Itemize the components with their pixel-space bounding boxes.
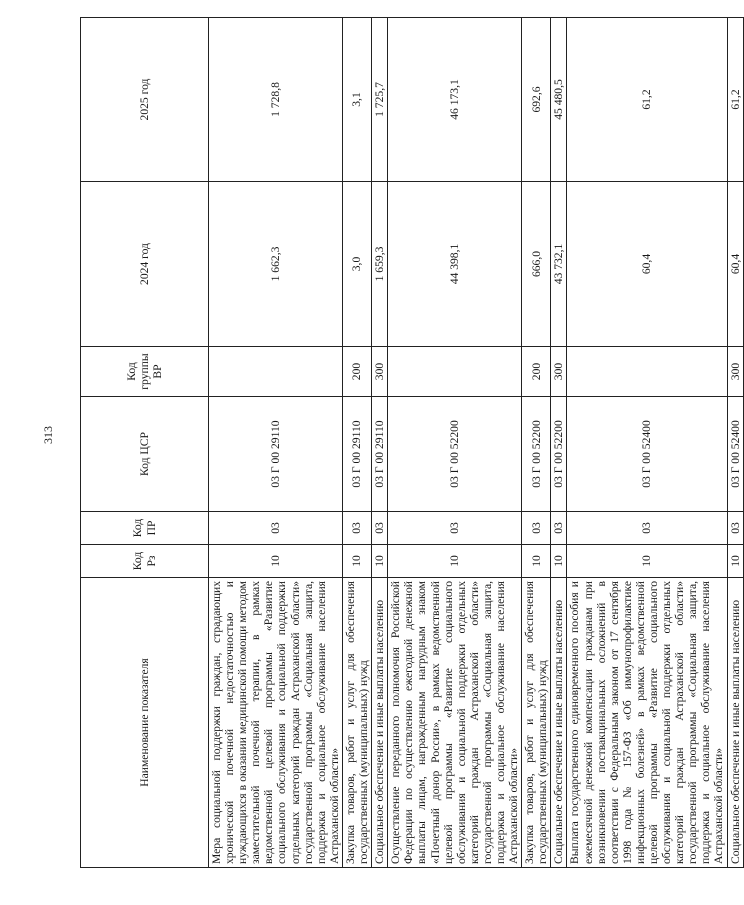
header-pr: Код ПР: [81, 512, 209, 545]
page-number: 313: [41, 426, 55, 444]
row-vr: 300: [372, 347, 388, 397]
table-row: [342, 18, 371, 868]
row-pr: 03: [522, 512, 551, 545]
row-vr: 200: [342, 347, 371, 397]
row-name: Закупка товаров, работ и услуг для обеспечения государственных (муниципальных) нужд: [522, 578, 551, 868]
row-vr: 200: [522, 347, 551, 397]
row-rz: 10: [727, 545, 743, 578]
row-pr: 03: [727, 512, 743, 545]
row-2024: 60,4: [567, 182, 727, 347]
row-pr: 03: [551, 512, 567, 545]
header-2025: 2025 год: [81, 18, 209, 182]
header-name: Наименование показателя: [81, 578, 209, 868]
row-csr: 03 Г 00 29110: [342, 397, 371, 512]
row-pr: 03: [372, 512, 388, 545]
row-name: Социальное обеспечение и иные выплаты населению: [727, 578, 743, 868]
row-2025: 3,1: [342, 18, 371, 182]
row-2024: 1 659,3: [372, 182, 388, 347]
row-name: Социальное обеспечение и иные выплаты населению: [551, 578, 567, 868]
table-row: [209, 18, 343, 868]
row-rz: 10: [209, 545, 343, 578]
row-2025: 61,2: [727, 18, 743, 182]
row-rz: 10: [551, 545, 567, 578]
table-row: [522, 18, 551, 868]
row-2025: 46 173,1: [388, 18, 522, 182]
row-vr: 300: [551, 347, 567, 397]
row-2024: 43 732,1: [551, 182, 567, 347]
row-name: Выплата государственного единовременного пособия и ежемесячной денежной компенсации гражданам при возникновении поствакцинальных осложнений в соответствии с Федеральным законом от 17 сентября 1998 года № 157-ФЗ «Об иммунопрофилактике инфекционных болезней» в рамках ведомственной целевой программы «Развитие социального обслуживания и социальной поддержки отдельных категорий граждан Астраханской области» государственной программы «Социальная защита, поддержка и социальное обслуживание населения Астраханской области»: [567, 578, 727, 868]
row-rz: 10: [567, 545, 727, 578]
row-csr: 03 Г 00 52200: [388, 397, 522, 512]
row-vr: [567, 347, 727, 397]
row-2025: 61,2: [567, 18, 727, 182]
row-vr: [209, 347, 343, 397]
row-csr: 03 Г 00 52200: [551, 397, 567, 512]
row-2025: 1 728,8: [209, 18, 343, 182]
row-pr: 03: [388, 512, 522, 545]
header-rz: Код Рз: [81, 545, 209, 578]
table-row: [727, 18, 743, 868]
row-rz: 10: [372, 545, 388, 578]
table-row: [388, 18, 522, 868]
row-name: Закупка товаров, работ и услуг для обеспечения государственных (муниципальных) нужд: [342, 578, 371, 868]
row-pr: 03: [209, 512, 343, 545]
row-2024: 1 662,3: [209, 182, 343, 347]
row-2024: 666,0: [522, 182, 551, 347]
row-pr: 03: [567, 512, 727, 545]
header-csr: Код ЦСР: [81, 397, 209, 512]
row-rz: 10: [342, 545, 371, 578]
row-2025: 45 480,5: [551, 18, 567, 182]
row-2024: 60,4: [727, 182, 743, 347]
row-rz: 10: [522, 545, 551, 578]
table-row: [551, 18, 567, 868]
row-name: Осуществление переданного полномочия Российской Федерации по осуществлению ежегодной денежной выплаты лицам, награжденным нагрудным знаком «Почетный донор России», в рамках ведомственной целевой программы «Развитие социального обслуживания и социальной поддержки отдельных категорий граждан Астраханской области» государственной программы «Социальная защита, поддержка и социальное обслуживание населения Астраханской области»: [388, 578, 522, 868]
table-row: [567, 18, 727, 868]
row-csr: 03 Г 00 29110: [372, 397, 388, 512]
budget-table: [80, 17, 744, 868]
row-name: Социальное обеспечение и иные выплаты населению: [372, 578, 388, 868]
row-csr: 03 Г 00 52400: [567, 397, 727, 512]
row-2025: 692,6: [522, 18, 551, 182]
table-row: [372, 18, 388, 868]
row-name: Мера социальной поддержки граждан, страдающих хронической почечной недостаточностью и нуждающихся в оказании медицинской помощи методом заместительной почечной терапии, в рамках ведомственной целевой программы «Развитие социального обслуживания и социальной поддержки отдельных категорий граждан Астраханской области» государственной программы «Социальная защита, поддержка и социальное обслуживание населения Астраханской области»: [209, 578, 343, 868]
row-vr: 300: [727, 347, 743, 397]
row-2025: 1 725,7: [372, 18, 388, 182]
table-header-row: [81, 18, 209, 868]
row-2024: 3,0: [342, 182, 371, 347]
row-2024: 44 398,1: [388, 182, 522, 347]
row-csr: 03 Г 00 52400: [727, 397, 743, 512]
row-csr: 03 Г 00 29110: [209, 397, 343, 512]
header-2024: 2024 год: [81, 182, 209, 347]
row-rz: 10: [388, 545, 522, 578]
header-vr: Код группы ВР: [81, 347, 209, 397]
row-vr: [388, 347, 522, 397]
row-csr: 03 Г 00 52200: [522, 397, 551, 512]
rotated-table-wrapper: [80, 18, 742, 868]
row-pr: 03: [342, 512, 371, 545]
